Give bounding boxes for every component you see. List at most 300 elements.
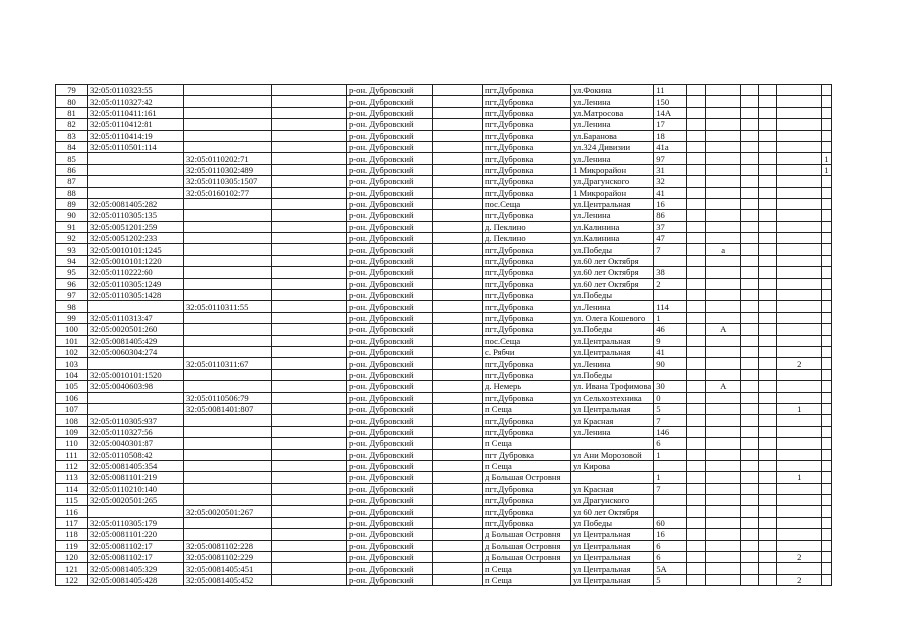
cell-parent-cadastral-number — [184, 85, 272, 96]
cell-street: ул.Драгунского — [571, 176, 654, 187]
cell-house-number: 150 — [654, 96, 687, 107]
cell-district: р-он. Дубровский — [347, 176, 433, 187]
table-row — [56, 483, 832, 494]
cell-district: р-он. Дубровский — [347, 221, 433, 232]
cell-settlement: пгт.Дубровка — [483, 495, 571, 506]
cell-parent-cadastral-number: 32:05:0081405:452 — [184, 574, 272, 585]
table-row — [56, 301, 832, 312]
cell-house-letter — [706, 540, 741, 551]
cell-flag — [822, 312, 831, 323]
cell-count — [777, 267, 822, 278]
cell-empty-column — [272, 563, 347, 574]
cell-empty-column — [272, 187, 347, 198]
cell-row-number: 81 — [56, 107, 88, 118]
cell-empty-column-5 — [759, 267, 777, 278]
cell-empty-column — [272, 107, 347, 118]
cell-empty-column-5 — [759, 290, 777, 301]
cell-empty-column-2 — [433, 153, 483, 164]
table-row — [56, 210, 832, 221]
cell-house-number: 41а — [654, 141, 687, 152]
cell-empty-column-3 — [687, 164, 706, 175]
cell-empty-column — [272, 119, 347, 130]
cell-empty-column-2 — [433, 438, 483, 449]
cell-street: ул.60 лет Октября — [571, 267, 654, 278]
cell-house-letter — [706, 267, 741, 278]
cell-empty-column-3 — [687, 141, 706, 152]
cell-parent-cadastral-number — [184, 255, 272, 266]
cell-cadastral-number: 32:05:0081102:17 — [88, 540, 184, 551]
cell-street: ул.60 лет Октября — [571, 255, 654, 266]
cell-street: ул Победы — [571, 517, 654, 528]
cell-empty-column-3 — [687, 198, 706, 209]
cell-empty-column — [272, 153, 347, 164]
cell-empty-column-5 — [759, 517, 777, 528]
cell-parent-cadastral-number — [184, 381, 272, 392]
cell-empty-column-3 — [687, 540, 706, 551]
cell-street: ул.Центральная — [571, 346, 654, 357]
cell-row-number: 99 — [56, 312, 88, 323]
cell-house-number: 14А — [654, 107, 687, 118]
cell-empty-column-4 — [741, 369, 759, 380]
cell-cadastral-number: 32:05:0020501:260 — [88, 324, 184, 335]
cell-house-number: 9 — [654, 335, 687, 346]
cell-flag — [822, 176, 831, 187]
cell-flag — [822, 119, 831, 130]
cell-empty-column-4 — [741, 381, 759, 392]
cell-empty-column-4 — [741, 472, 759, 483]
cell-count — [777, 495, 822, 506]
cell-empty-column-2 — [433, 483, 483, 494]
cell-parent-cadastral-number — [184, 449, 272, 460]
cell-empty-column — [272, 346, 347, 357]
cell-street: ул.Ленина — [571, 96, 654, 107]
table-row — [56, 221, 832, 232]
cell-flag — [822, 529, 831, 540]
cell-settlement: д Большая Островня — [483, 540, 571, 551]
cell-row-number: 114 — [56, 483, 88, 494]
cell-house-letter — [706, 563, 741, 574]
cell-empty-column-4 — [741, 107, 759, 118]
table-row — [56, 346, 832, 357]
cell-empty-column-2 — [433, 290, 483, 301]
cell-empty-column-4 — [741, 290, 759, 301]
cell-empty-column-3 — [687, 244, 706, 255]
cell-settlement: с. Рябчи — [483, 346, 571, 357]
table-row — [56, 358, 832, 369]
cell-count: 1 — [777, 472, 822, 483]
cell-house-number — [654, 369, 687, 380]
cell-settlement: п Сеща — [483, 438, 571, 449]
table-row — [56, 244, 832, 255]
cell-empty-column-2 — [433, 233, 483, 244]
cell-empty-column-5 — [759, 369, 777, 380]
cell-house-number — [654, 495, 687, 506]
cell-house-number: 16 — [654, 529, 687, 540]
cell-parent-cadastral-number: 32:05:0081405:451 — [184, 563, 272, 574]
cell-district: р-он. Дубровский — [347, 210, 433, 221]
cell-row-number: 107 — [56, 403, 88, 414]
cell-row-number: 90 — [56, 210, 88, 221]
cell-district: р-он. Дубровский — [347, 312, 433, 323]
cell-empty-column-5 — [759, 187, 777, 198]
cell-settlement: пгт.Дубровка — [483, 301, 571, 312]
cell-cadastral-number: 32:05:0010101:1220 — [88, 255, 184, 266]
cell-empty-column-3 — [687, 483, 706, 494]
cell-settlement: пгт.Дубровка — [483, 107, 571, 118]
cell-house-number: 46 — [654, 324, 687, 335]
cell-cadastral-number: 32:05:0110508:42 — [88, 449, 184, 460]
cell-cadastral-number — [88, 176, 184, 187]
cell-settlement: пгт.Дубровка — [483, 426, 571, 437]
cell-empty-column-2 — [433, 563, 483, 574]
cell-empty-column — [272, 574, 347, 585]
table-row — [56, 278, 832, 289]
cell-house-number: 16 — [654, 198, 687, 209]
table-row — [56, 233, 832, 244]
table-row — [56, 130, 832, 141]
cell-empty-column-2 — [433, 506, 483, 517]
cell-street: 1 Микрорайон — [571, 164, 654, 175]
cell-flag: 1 — [822, 153, 831, 164]
cell-cadastral-number: 32:05:0040603:98 — [88, 381, 184, 392]
cell-parent-cadastral-number — [184, 96, 272, 107]
cell-empty-column-2 — [433, 449, 483, 460]
cell-house-number: 90 — [654, 358, 687, 369]
cell-empty-column — [272, 426, 347, 437]
cell-empty-column-2 — [433, 346, 483, 357]
cell-district: р-он. Дубровский — [347, 460, 433, 471]
cell-house-letter — [706, 369, 741, 380]
cell-settlement: д. Пеклино — [483, 221, 571, 232]
cell-row-number: 88 — [56, 187, 88, 198]
cell-empty-column-3 — [687, 107, 706, 118]
cell-empty-column — [272, 540, 347, 551]
cell-house-number — [654, 290, 687, 301]
cell-empty-column — [272, 141, 347, 152]
cell-district: р-он. Дубровский — [347, 244, 433, 255]
cell-empty-column-5 — [759, 346, 777, 357]
cell-empty-column-4 — [741, 141, 759, 152]
cell-row-number: 120 — [56, 552, 88, 563]
cell-settlement: пгт.Дубровка — [483, 312, 571, 323]
cell-settlement: пгт.Дубровка — [483, 278, 571, 289]
cell-empty-column — [272, 198, 347, 209]
cell-count — [777, 449, 822, 460]
cell-empty-column-5 — [759, 153, 777, 164]
cell-count — [777, 198, 822, 209]
cell-district: р-он. Дубровский — [347, 449, 433, 460]
cell-street: ул.324 Дивизии — [571, 141, 654, 152]
cell-house-letter — [706, 164, 741, 175]
cell-empty-column — [272, 255, 347, 266]
cell-row-number: 102 — [56, 346, 88, 357]
cell-row-number: 119 — [56, 540, 88, 551]
cell-district: р-он. Дубровский — [347, 540, 433, 551]
cell-empty-column-5 — [759, 233, 777, 244]
cell-house-letter — [706, 552, 741, 563]
cell-empty-column — [272, 529, 347, 540]
cell-district: р-он. Дубровский — [347, 164, 433, 175]
cell-street: ул Центральная — [571, 540, 654, 551]
cell-flag — [822, 324, 831, 335]
cell-empty-column-3 — [687, 335, 706, 346]
table-row — [56, 438, 832, 449]
cell-cadastral-number — [88, 301, 184, 312]
cell-flag — [822, 506, 831, 517]
cell-empty-column-5 — [759, 415, 777, 426]
cell-district: р-он. Дубровский — [347, 506, 433, 517]
cell-parent-cadastral-number: 32:05:0110506:79 — [184, 392, 272, 403]
cell-settlement: п Сеща — [483, 403, 571, 414]
cell-flag — [822, 130, 831, 141]
cell-empty-column-4 — [741, 301, 759, 312]
cell-empty-column-2 — [433, 267, 483, 278]
cell-district: р-он. Дубровский — [347, 358, 433, 369]
cell-empty-column-2 — [433, 426, 483, 437]
cell-count: 2 — [777, 358, 822, 369]
cell-flag — [822, 244, 831, 255]
cell-count — [777, 153, 822, 164]
cell-street: ул.Фокина — [571, 85, 654, 96]
cell-flag — [822, 369, 831, 380]
cell-empty-column-3 — [687, 517, 706, 528]
cell-row-number: 82 — [56, 119, 88, 130]
cell-count — [777, 187, 822, 198]
cell-flag — [822, 85, 831, 96]
cell-house-letter — [706, 187, 741, 198]
cell-empty-column-3 — [687, 472, 706, 483]
cell-street: ул Центральная — [571, 574, 654, 585]
cell-row-number: 109 — [56, 426, 88, 437]
cell-cadastral-number: 32:05:0110305:179 — [88, 517, 184, 528]
cell-street: ул Центральная — [571, 403, 654, 414]
cell-street: ул Красная — [571, 415, 654, 426]
cell-house-letter — [706, 130, 741, 141]
table-row — [56, 153, 832, 164]
cell-empty-column-2 — [433, 221, 483, 232]
cell-empty-column-4 — [741, 210, 759, 221]
cell-flag — [822, 255, 831, 266]
cell-house-letter — [706, 517, 741, 528]
cell-cadastral-number: 32:05:0010101:1520 — [88, 369, 184, 380]
cell-settlement: пгт.Дубровка — [483, 119, 571, 130]
cell-cadastral-number: 32:05:0020501:265 — [88, 495, 184, 506]
cell-empty-column-3 — [687, 426, 706, 437]
cell-cadastral-number: 32:05:0081101:219 — [88, 472, 184, 483]
cell-parent-cadastral-number — [184, 335, 272, 346]
cell-cadastral-number — [88, 153, 184, 164]
table-row — [56, 141, 832, 152]
cell-empty-column-4 — [741, 119, 759, 130]
cell-district: р-он. Дубровский — [347, 495, 433, 506]
cell-row-number: 105 — [56, 381, 88, 392]
cell-settlement: пгт.Дубровка — [483, 517, 571, 528]
cell-flag — [822, 460, 831, 471]
cell-row-number: 122 — [56, 574, 88, 585]
cell-flag — [822, 449, 831, 460]
cell-house-letter — [706, 358, 741, 369]
cell-district: р-он. Дубровский — [347, 290, 433, 301]
cell-settlement: пгт.Дубровка — [483, 290, 571, 301]
cell-house-number: 17 — [654, 119, 687, 130]
table-row — [56, 255, 832, 266]
cell-empty-column-5 — [759, 244, 777, 255]
cell-settlement: п Сеща — [483, 574, 571, 585]
cell-empty-column-3 — [687, 346, 706, 357]
cell-empty-column-5 — [759, 426, 777, 437]
cell-empty-column-3 — [687, 301, 706, 312]
cell-settlement: д Большая Островня — [483, 552, 571, 563]
table-row — [56, 574, 832, 585]
cell-flag — [822, 574, 831, 585]
cell-parent-cadastral-number — [184, 233, 272, 244]
cell-street: ул.Матросова — [571, 107, 654, 118]
cell-empty-column-2 — [433, 301, 483, 312]
cell-empty-column-5 — [759, 335, 777, 346]
cell-cadastral-number: 32:05:0051201:259 — [88, 221, 184, 232]
cell-house-number: 114 — [654, 301, 687, 312]
cell-house-letter — [706, 346, 741, 357]
cell-settlement: пгт.Дубровка — [483, 187, 571, 198]
cell-empty-column-2 — [433, 141, 483, 152]
table-row — [56, 290, 832, 301]
cell-flag — [822, 540, 831, 551]
cell-count — [777, 312, 822, 323]
cell-settlement: пгт.Дубровка — [483, 358, 571, 369]
cell-house-letter — [706, 290, 741, 301]
cell-empty-column-4 — [741, 164, 759, 175]
cell-cadastral-number: 32:05:0110305:1249 — [88, 278, 184, 289]
cell-empty-column-2 — [433, 130, 483, 141]
cell-parent-cadastral-number: 32:05:0110202:71 — [184, 153, 272, 164]
cell-parent-cadastral-number: 32:05:0081401:807 — [184, 403, 272, 414]
cell-settlement: пгт.Дубровка — [483, 483, 571, 494]
cell-settlement: пгт.Дубровка — [483, 96, 571, 107]
cell-empty-column-2 — [433, 529, 483, 540]
cell-house-letter — [706, 426, 741, 437]
cell-flag — [822, 290, 831, 301]
table-row — [56, 187, 832, 198]
cell-empty-column-5 — [759, 540, 777, 551]
cell-count — [777, 107, 822, 118]
cell-street: ул.Калинина — [571, 221, 654, 232]
cell-house-letter — [706, 278, 741, 289]
cell-empty-column — [272, 290, 347, 301]
cell-empty-column-2 — [433, 403, 483, 414]
cell-empty-column-4 — [741, 244, 759, 255]
cell-row-number: 115 — [56, 495, 88, 506]
cell-parent-cadastral-number — [184, 529, 272, 540]
table-row — [56, 85, 832, 96]
cell-count — [777, 392, 822, 403]
cell-house-number — [654, 460, 687, 471]
cell-cadastral-number: 32:05:0081405:429 — [88, 335, 184, 346]
cell-empty-column-3 — [687, 563, 706, 574]
cell-row-number: 116 — [56, 506, 88, 517]
cell-empty-column-2 — [433, 381, 483, 392]
cell-street: ул Красная — [571, 483, 654, 494]
cell-flag — [822, 278, 831, 289]
cell-street: ул Сельхозтехника — [571, 392, 654, 403]
cell-empty-column-2 — [433, 176, 483, 187]
cell-parent-cadastral-number: 32:05:0020501:267 — [184, 506, 272, 517]
cell-empty-column-3 — [687, 233, 706, 244]
cell-count — [777, 335, 822, 346]
cell-house-number: 6 — [654, 540, 687, 551]
cell-count — [777, 176, 822, 187]
cell-empty-column-4 — [741, 221, 759, 232]
cell-empty-column — [272, 369, 347, 380]
cell-count — [777, 278, 822, 289]
cell-empty-column — [272, 358, 347, 369]
cell-empty-column — [272, 449, 347, 460]
cell-row-number: 103 — [56, 358, 88, 369]
cell-house-number: 18 — [654, 130, 687, 141]
cell-flag — [822, 392, 831, 403]
cell-empty-column-3 — [687, 403, 706, 414]
cell-cadastral-number: 32:05:0060304:274 — [88, 346, 184, 357]
cell-empty-column-5 — [759, 392, 777, 403]
cell-house-number: 5 — [654, 403, 687, 414]
cell-flag — [822, 438, 831, 449]
cell-district: р-он. Дубровский — [347, 119, 433, 130]
data-table — [55, 84, 832, 586]
cell-district: р-он. Дубровский — [347, 198, 433, 209]
cell-street: ул.60 лет Октября — [571, 278, 654, 289]
cell-empty-column-4 — [741, 438, 759, 449]
table-row — [56, 107, 832, 118]
cell-house-number: 86 — [654, 210, 687, 221]
cell-house-letter: А — [706, 324, 741, 335]
cell-flag — [822, 495, 831, 506]
cell-row-number: 95 — [56, 267, 88, 278]
cell-parent-cadastral-number — [184, 369, 272, 380]
cell-empty-column-4 — [741, 403, 759, 414]
cell-empty-column-4 — [741, 198, 759, 209]
cell-empty-column-3 — [687, 574, 706, 585]
cell-empty-column — [272, 96, 347, 107]
cell-parent-cadastral-number — [184, 438, 272, 449]
cell-house-number — [654, 255, 687, 266]
cell-count: 2 — [777, 552, 822, 563]
cell-empty-column — [272, 495, 347, 506]
cell-empty-column-3 — [687, 506, 706, 517]
cell-settlement: д Большая Островня — [483, 529, 571, 540]
cell-parent-cadastral-number — [184, 244, 272, 255]
cell-settlement: пгт.Дубровка — [483, 210, 571, 221]
cell-empty-column-4 — [741, 415, 759, 426]
cell-settlement: пос.Сеща — [483, 198, 571, 209]
cell-cadastral-number: 32:05:0110323:55 — [88, 85, 184, 96]
cell-parent-cadastral-number: 32:05:0081102:229 — [184, 552, 272, 563]
cell-empty-column — [272, 267, 347, 278]
cell-street: ул. Ивана Трофимова — [571, 381, 654, 392]
cell-cadastral-number: 32:05:0081102:17 — [88, 552, 184, 563]
cell-parent-cadastral-number — [184, 324, 272, 335]
table-row — [56, 449, 832, 460]
cell-parent-cadastral-number: 32:05:0110302:489 — [184, 164, 272, 175]
cell-cadastral-number: 32:05:0110305:1428 — [88, 290, 184, 301]
cell-count — [777, 324, 822, 335]
cell-empty-column — [272, 517, 347, 528]
cell-empty-column — [272, 472, 347, 483]
cell-empty-column-4 — [741, 335, 759, 346]
cell-parent-cadastral-number: 32:05:0110311:55 — [184, 301, 272, 312]
cell-flag — [822, 358, 831, 369]
cell-district: р-он. Дубровский — [347, 153, 433, 164]
cell-empty-column-4 — [741, 312, 759, 323]
cell-count — [777, 233, 822, 244]
